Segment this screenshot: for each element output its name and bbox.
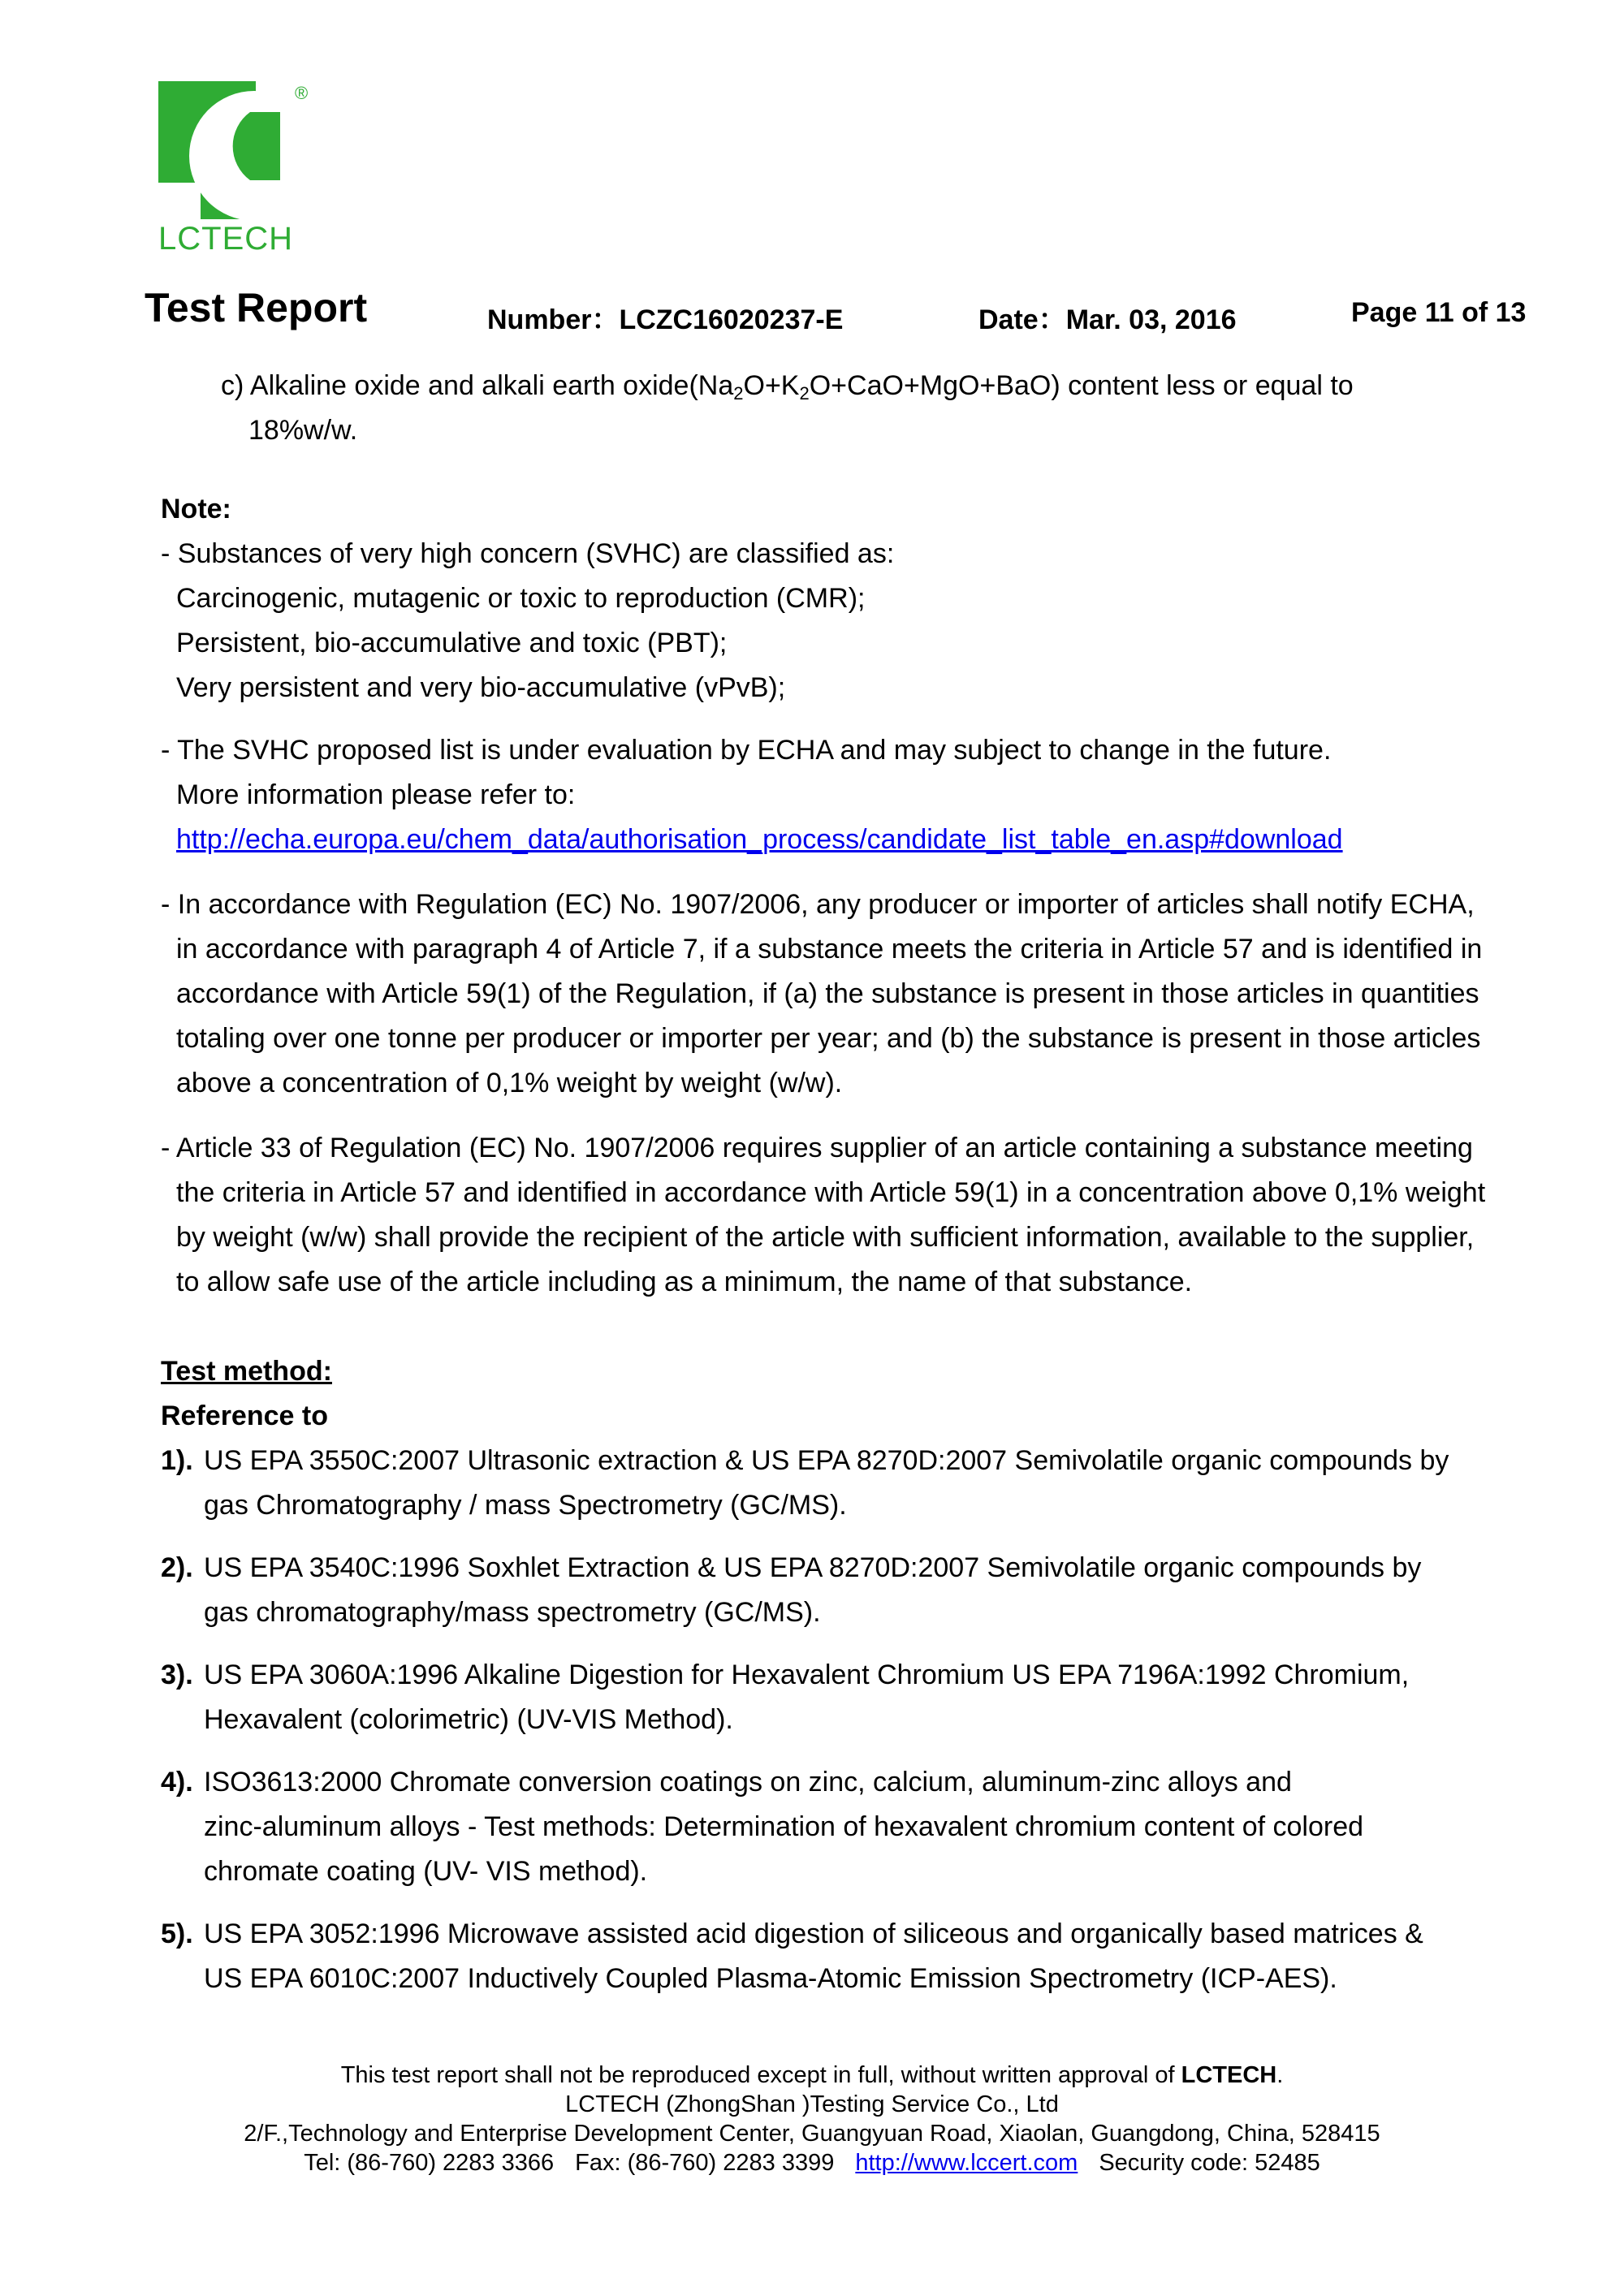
echa-candidate-list-link[interactable]: http://echa.europa.eu/chem_data/authorisation_process/candidate_list_table_en.asp#download	[176, 824, 1343, 855]
method-4-line1	[161, 1760, 1292, 1805]
page-footer	[0, 2061, 1624, 2177]
report-date	[978, 297, 1237, 346]
method-5-line1	[161, 1912, 1423, 1957]
svhc-item-pbt: Persistent, bio-accumulative and toxic (PBT);	[176, 628, 728, 658]
method-number: 4).	[161, 1767, 193, 1798]
subscript: 2	[733, 383, 744, 404]
footer-website-link[interactable]: http://www.lccert.com	[855, 2150, 1078, 2176]
report-number-value: LCZC16020237-E	[619, 304, 844, 335]
method-2-line2: gas chromatography/mass spectrometry (GC/MS).	[204, 1597, 821, 1628]
regulation-notify-line4: totaling over one tonne per producer or importer per year; and (b) the substance is present in those articles	[176, 1023, 1481, 1054]
method-text: US EPA 3060A:1996 Alkaline Digestion for Hexavalent Chromium US EPA 7196A:1992 Chromium,	[204, 1659, 1410, 1690]
method-text: US EPA 3052:1996 Microwave assisted acid digestion of siliceous and organically based matrices &	[204, 1918, 1423, 1949]
lctech-logo-icon	[158, 81, 288, 219]
method-text: ISO3613:2000 Chromate conversion coatings on zinc, calcium, aluminum-zinc alloys and	[204, 1767, 1292, 1798]
criterion-c-text: O+CaO+MgO+BaO) content less or equal to	[809, 370, 1354, 401]
logo-brand-text: LCTECH	[158, 221, 294, 257]
method-5-line2: US EPA 6010C:2007 Inductively Coupled Plasma-Atomic Emission Spectrometry (ICP-AES).	[204, 1963, 1337, 1994]
footer-tel: Tel: (86-760) 2283 3366	[304, 2150, 555, 2176]
method-2-line1	[161, 1546, 1421, 1590]
footer-security-code: Security code: 52485	[1099, 2150, 1320, 2176]
disclaimer-text: This test report shall not be reproduced except in full, without written approval of	[340, 2062, 1181, 2088]
report-number-label: Number：	[487, 304, 620, 335]
note-heading: Note:	[161, 494, 231, 524]
regulation-notify-line2: in accordance with paragraph 4 of Article 7, if a substance meets the criteria in Article 57 and is identified in	[176, 934, 1483, 965]
regulation-notify-line5: above a concentration of 0,1% weight by weight (w/w).	[176, 1068, 843, 1098]
method-number: 3).	[161, 1659, 193, 1690]
method-text: US EPA 3540C:1996 Soxhlet Extraction & US EPA 8270D:2007 Semivolatile organic compounds by	[204, 1552, 1422, 1583]
regulation-notify-line1: - In accordance with Regulation (EC) No. 1907/2006, any producer or importer of articles shall notify ECHA,	[161, 889, 1475, 920]
report-title: Test Report	[145, 285, 368, 330]
disclaimer-brand: LCTECH	[1181, 2062, 1277, 2088]
regulation-notify-line3: accordance with Article 59(1) of the Regulation, if (a) the substance is present in those articles in quantities	[176, 978, 1479, 1009]
evaluation-line1: - The SVHC proposed list is under evaluation by ECHA and may subject to change in the future.	[161, 735, 1332, 766]
criterion-c-text: c) Alkaline oxide and alkali earth oxide(Na	[221, 370, 734, 401]
svhc-item-cmr: Carcinogenic, mutagenic or toxic to reproduction (CMR);	[176, 583, 866, 614]
footer-contact	[0, 2148, 1624, 2177]
method-number: 2).	[161, 1552, 193, 1583]
method-1-line1	[161, 1439, 1449, 1483]
criterion-c-line1	[221, 364, 1354, 408]
reference-to-heading: Reference to	[161, 1400, 328, 1431]
method-4-line2: zinc-aluminum alloys - Test methods: Determination of hexavalent chromium content of colored	[204, 1811, 1364, 1842]
footer-company: LCTECH (ZhongShan )Testing Service Co., Ltd	[565, 2091, 1059, 2117]
company-logo	[158, 81, 321, 260]
report-date-value: Mar. 03, 2016	[1065, 304, 1237, 335]
article33-line3: by weight (w/w) shall provide the recipient of the article with sufficient information, available to the supplier,	[176, 1222, 1475, 1253]
article33-line2: the criteria in Article 57 and identified in accordance with Article 59(1) in a concentration above 0,1% weight	[176, 1177, 1486, 1208]
subscript: 2	[799, 383, 810, 404]
method-1-line2: gas Chromatography / mass Spectrometry (GC/MS).	[204, 1490, 847, 1521]
method-4-line3: chromate coating (UV- VIS method).	[204, 1856, 648, 1887]
method-number: 5).	[161, 1918, 193, 1949]
evaluation-line2: More information please refer to:	[176, 779, 576, 810]
report-date-label: Date：	[978, 304, 1066, 335]
method-3-line1	[161, 1653, 1409, 1698]
footer-disclaimer	[0, 2061, 1624, 2090]
method-text: US EPA 3550C:2007 Ultrasonic extraction & US EPA 8270D:2007 Semivolatile organic compounds by	[204, 1445, 1449, 1476]
method-3-line2: Hexavalent (colorimetric) (UV-VIS Method).	[204, 1704, 733, 1735]
page-indicator: Page 11 of 13	[1351, 297, 1527, 328]
article33-line4: to allow safe use of the article including as a minimum, the name of that substance.	[176, 1267, 1193, 1297]
svhc-item-vpvb: Very persistent and very bio-accumulative (vPvB);	[176, 672, 786, 703]
footer-fax: Fax: (86-760) 2283 3399	[575, 2150, 835, 2176]
article33-line1: - Article 33 of Regulation (EC) No. 1907/2006 requires supplier of an article containing a substance meeting	[161, 1133, 1473, 1163]
footer-address: 2/F.,Technology and Enterprise Development Center, Guangyuan Road, Xiaolan, Guangdong, China, 528415	[244, 2121, 1380, 2147]
report-number	[487, 297, 843, 346]
method-number: 1).	[161, 1445, 193, 1476]
criterion-c-text: O+K	[743, 370, 800, 401]
registered-mark: ®	[295, 83, 309, 103]
svhc-intro: - Substances of very high concern (SVHC) are classified as:	[161, 538, 895, 569]
disclaimer-end: .	[1276, 2062, 1284, 2088]
test-method-heading: Test method:	[161, 1356, 332, 1387]
criterion-c-line2: 18%w/w.	[248, 415, 358, 446]
